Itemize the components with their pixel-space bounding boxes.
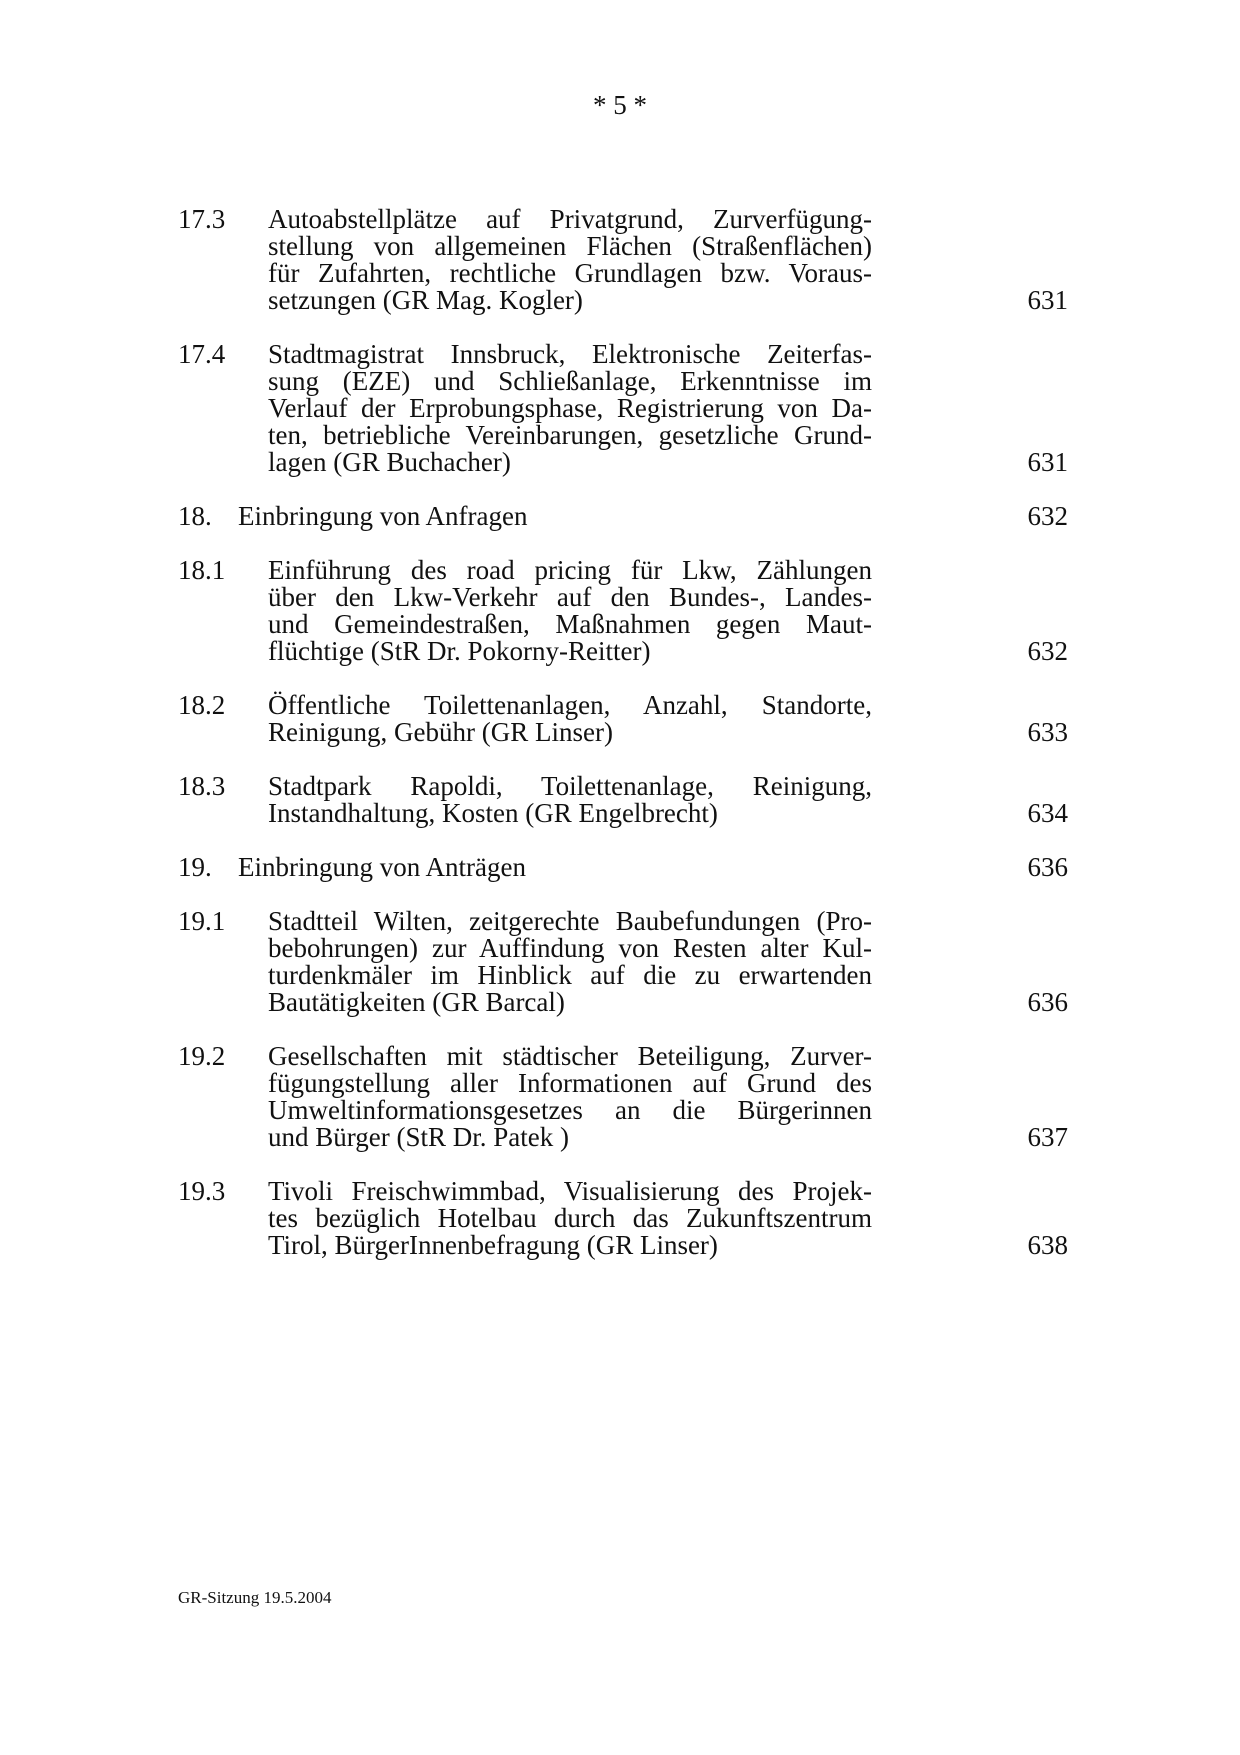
toc-entry	[178, 341, 1068, 476]
section-number: 19.	[178, 852, 212, 882]
entry-text-line: Bautätigkeiten (GR Barcal)	[268, 987, 565, 1017]
entry-text-line: Öffentliche Toilettenanlagen, Anzahl, Standorte,	[268, 690, 872, 720]
entry-text-line: fügungstellung aller Informationen auf Grund des	[268, 1068, 872, 1098]
toc-section-heading	[178, 854, 1068, 881]
page-reference: 633	[1027, 717, 1068, 747]
entry-text-line: Stadtpark Rapoldi, Toilettenanlage, Reinigung,	[268, 771, 872, 801]
entry-text-line: und Bürger (StR Dr. Patek )	[268, 1122, 569, 1152]
entry-text-line: Umweltinformationsgesetzes an die Bürgerinnen	[268, 1095, 872, 1125]
entry-number: 19.3	[178, 1176, 226, 1206]
entry-text-line: sung (EZE) und Schließanlage, Erkenntnisse im	[268, 366, 872, 396]
entry-text-line: Tivoli Freischwimmbad, Visualisierung des Projek-	[268, 1176, 872, 1206]
entry-text-line: turdenkmäler im Hinblick auf die zu erwartenden	[268, 960, 872, 990]
toc-entry	[178, 1178, 1068, 1259]
toc-entry	[178, 557, 1068, 665]
entry-text-line: bebohrungen) zur Auffindung von Resten alter Kul-	[268, 933, 872, 963]
entry-text-line: für Zufahrten, rechtliche Grundlagen bzw. Voraus-	[268, 258, 872, 288]
entry-text-line: ten, betriebliche Vereinbarungen, gesetzliche Grund-	[268, 420, 872, 450]
entry-number: 18.1	[178, 555, 226, 585]
entry-text-line: Stadtmagistrat Innsbruck, Elektronische Zeiterfas-	[268, 339, 872, 369]
toc-entry	[178, 692, 1068, 746]
page-reference: 636	[1027, 852, 1068, 882]
table-of-contents	[178, 206, 1068, 1286]
section-title: Einbringung von Anfragen	[238, 501, 528, 531]
entry-number: 19.2	[178, 1041, 226, 1071]
entry-text-line: Tirol, BürgerInnenbefragung (GR Linser)	[268, 1230, 718, 1260]
entry-text-line: und Gemeindestraßen, Maßnahmen gegen Maut-	[268, 609, 872, 639]
entry-text-line: flüchtige (StR Dr. Pokorny-Reitter)	[268, 636, 651, 666]
entry-text-line: Verlauf der Erprobungsphase, Registrierung von Da-	[268, 393, 872, 423]
page-reference: 636	[1027, 987, 1068, 1017]
entry-description	[268, 908, 872, 1016]
toc-section-heading	[178, 503, 1068, 530]
entry-text-line: Stadtteil Wilten, zeitgerechte Baubefundungen (Pro-	[268, 906, 872, 936]
entry-description	[268, 1043, 872, 1151]
entry-text-line: setzungen (GR Mag. Kogler)	[268, 285, 583, 315]
toc-entry	[178, 773, 1068, 827]
page-reference: 632	[1027, 501, 1068, 531]
toc-entry	[178, 206, 1068, 314]
entry-text-line: stellung von allgemeinen Flächen (Straßenflächen)	[268, 231, 872, 261]
section-title: Einbringung von Anträgen	[238, 852, 526, 882]
entry-description	[268, 692, 872, 746]
footer-text: GR-Sitzung 19.5.2004	[178, 1588, 332, 1607]
page-number: * 5 *	[593, 90, 647, 120]
entry-text-line: Gesellschaften mit städtischer Beteiligung, Zurver-	[268, 1041, 872, 1071]
entry-description	[268, 1178, 872, 1259]
entry-number: 18.2	[178, 690, 226, 720]
entry-description	[268, 773, 872, 827]
page-reference: 631	[1027, 447, 1068, 477]
page-reference: 632	[1027, 636, 1068, 666]
page-reference: 638	[1027, 1230, 1068, 1260]
entry-number: 18.3	[178, 771, 226, 801]
toc-entry	[178, 1043, 1068, 1151]
entry-text-line: tes bezüglich Hotelbau durch das Zukunftszentrum	[268, 1203, 872, 1233]
entry-description	[268, 206, 872, 314]
section-number: 18.	[178, 501, 212, 531]
toc-entry	[178, 908, 1068, 1016]
page-reference: 637	[1027, 1122, 1068, 1152]
entry-text-line: über den Lkw-Verkehr auf den Bundes-, Landes-	[268, 582, 872, 612]
entry-text-line: Reinigung, Gebühr (GR Linser)	[268, 717, 613, 747]
entry-number: 17.3	[178, 204, 226, 234]
entry-text-line: Instandhaltung, Kosten (GR Engelbrecht)	[268, 798, 718, 828]
entry-description	[268, 341, 872, 476]
entry-text-line: Autoabstellplätze auf Privatgrund, Zurverfügung-	[268, 204, 872, 234]
entry-description	[268, 557, 872, 665]
page-reference: 634	[1027, 798, 1068, 828]
entry-text-line: lagen (GR Buchacher)	[268, 447, 511, 477]
entry-number: 19.1	[178, 906, 226, 936]
entry-text-line: Einführung des road pricing für Lkw, Zählungen	[268, 555, 872, 585]
page-reference: 631	[1027, 285, 1068, 315]
entry-number: 17.4	[178, 339, 226, 369]
